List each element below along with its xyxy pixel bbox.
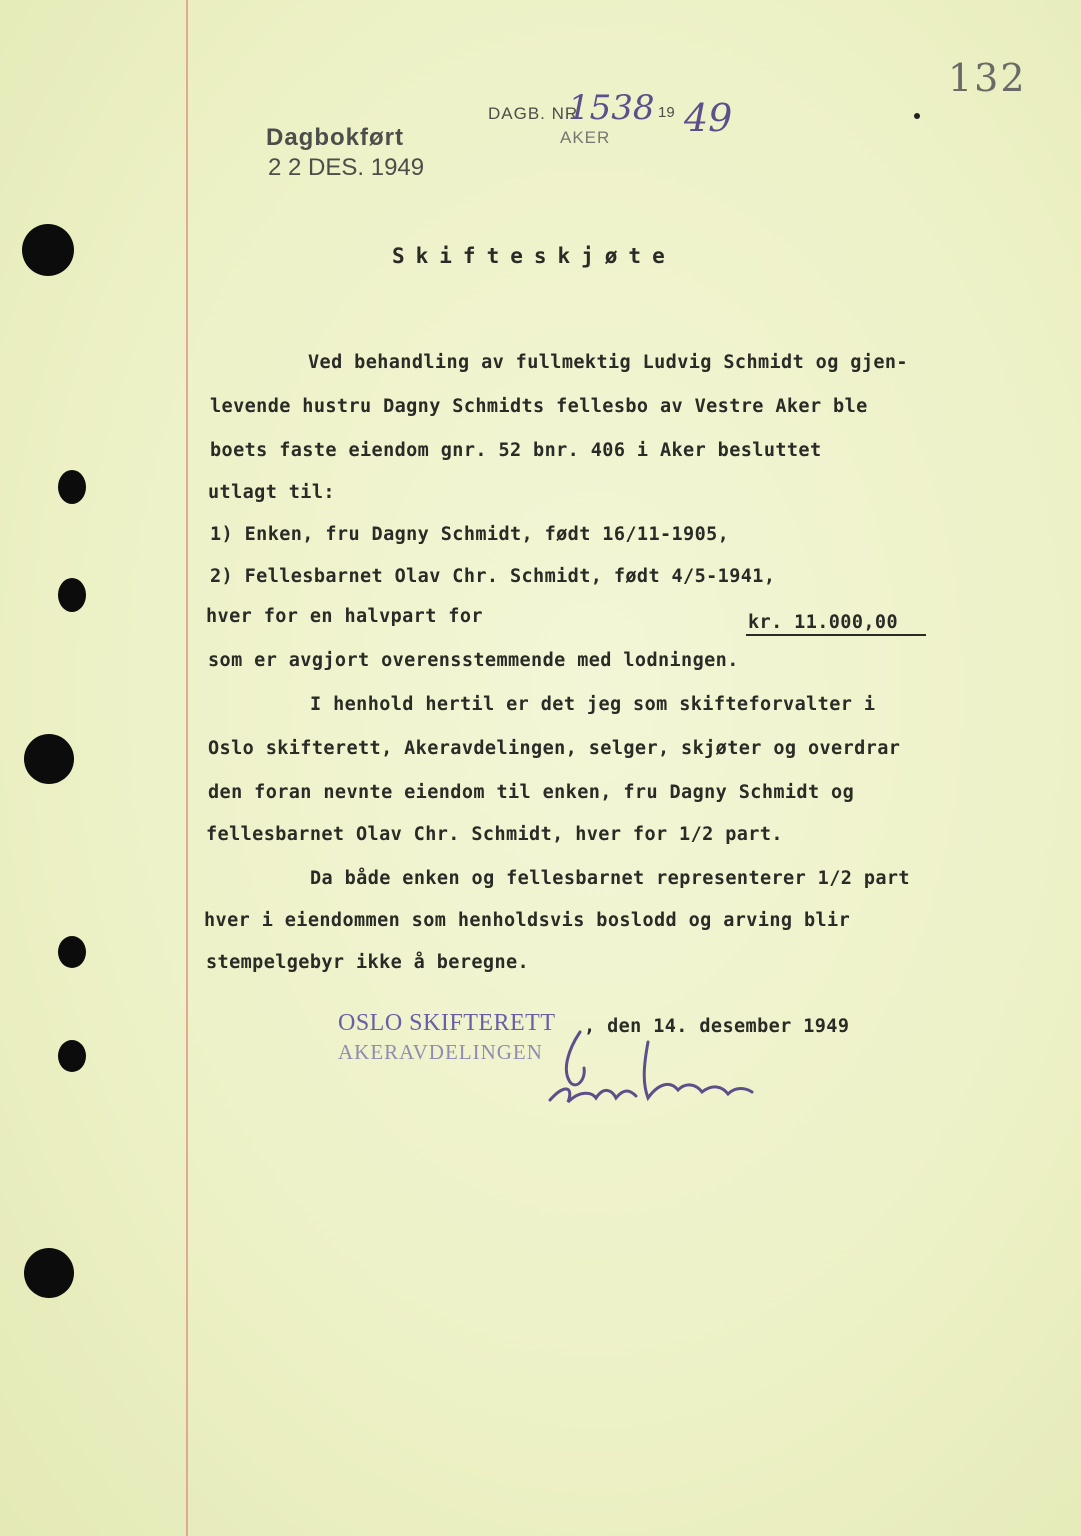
- court-stamp-line1: OSLO SKIFTERETT: [338, 1010, 556, 1036]
- aker-label: AKER: [560, 128, 611, 147]
- page-number: 132: [948, 56, 1027, 100]
- punch-hole: [58, 1040, 86, 1072]
- dagb-year-prefix: 19: [658, 104, 675, 121]
- margin-rule: [186, 0, 188, 1536]
- body-line: levende hustru Dagny Schmidts fellesbo av Vestre Aker ble: [210, 396, 868, 417]
- ink-dot: [914, 113, 920, 119]
- dagb-label: DAGB. NR.: [488, 104, 584, 123]
- body-line: Da både enken og fellesbarnet representerer 1/2 part: [310, 868, 910, 889]
- punch-hole: [24, 1248, 74, 1298]
- body-line: Oslo skifterett, Akeravdelingen, selger, skjøter og overdrar: [208, 738, 901, 759]
- body-line: hver for en halvpart for: [206, 606, 483, 627]
- punch-hole: [24, 734, 74, 784]
- dagbokfort-stamp-title: Dagbokført: [266, 124, 404, 151]
- body-line: Ved behandling av fullmektig Ludvig Schmidt og gjen-: [308, 352, 908, 373]
- date-line: , den 14. desember 1949: [584, 1016, 850, 1037]
- body-line: utlagt til:: [208, 482, 335, 503]
- body-line: 2) Fellesbarnet Olav Chr. Schmidt, født 4/5-1941,: [210, 566, 776, 587]
- punch-hole: [58, 578, 86, 612]
- signature: [540, 1020, 770, 1110]
- body-line: som er avgjort overensstemmende med lodningen.: [208, 650, 739, 671]
- body-line: I henhold hertil er det jeg som skifteforvalter i: [310, 694, 876, 715]
- dagb-number: 1538: [568, 88, 655, 128]
- body-line: 1) Enken, fru Dagny Schmidt, født 16/11-1905,: [210, 524, 730, 545]
- body-line: fellesbarnet Olav Chr. Schmidt, hver for 1/2 part.: [206, 824, 783, 845]
- amount-underline: [746, 634, 926, 636]
- dagbokfort-stamp-date: 2 2 DES. 1949: [268, 154, 425, 181]
- body-line: den foran nevnte eiendom til enken, fru Dagny Schmidt og: [208, 782, 855, 803]
- amount: kr. 11.000,00: [748, 612, 898, 633]
- dagb-year: 49: [684, 96, 733, 140]
- body-line: stempelgebyr ikke å beregne.: [206, 952, 530, 973]
- body-line: boets faste eiendom gnr. 52 bnr. 406 i Aker besluttet: [210, 440, 822, 461]
- body-line: hver i eiendommen som henholdsvis boslodd og arving blir: [204, 910, 851, 931]
- punch-hole: [58, 470, 86, 504]
- punch-hole: [58, 936, 86, 968]
- punch-hole: [22, 224, 74, 276]
- court-stamp-line2: AKERAVDELINGEN: [338, 1040, 543, 1064]
- document-title: Skifteskjøte: [392, 244, 676, 268]
